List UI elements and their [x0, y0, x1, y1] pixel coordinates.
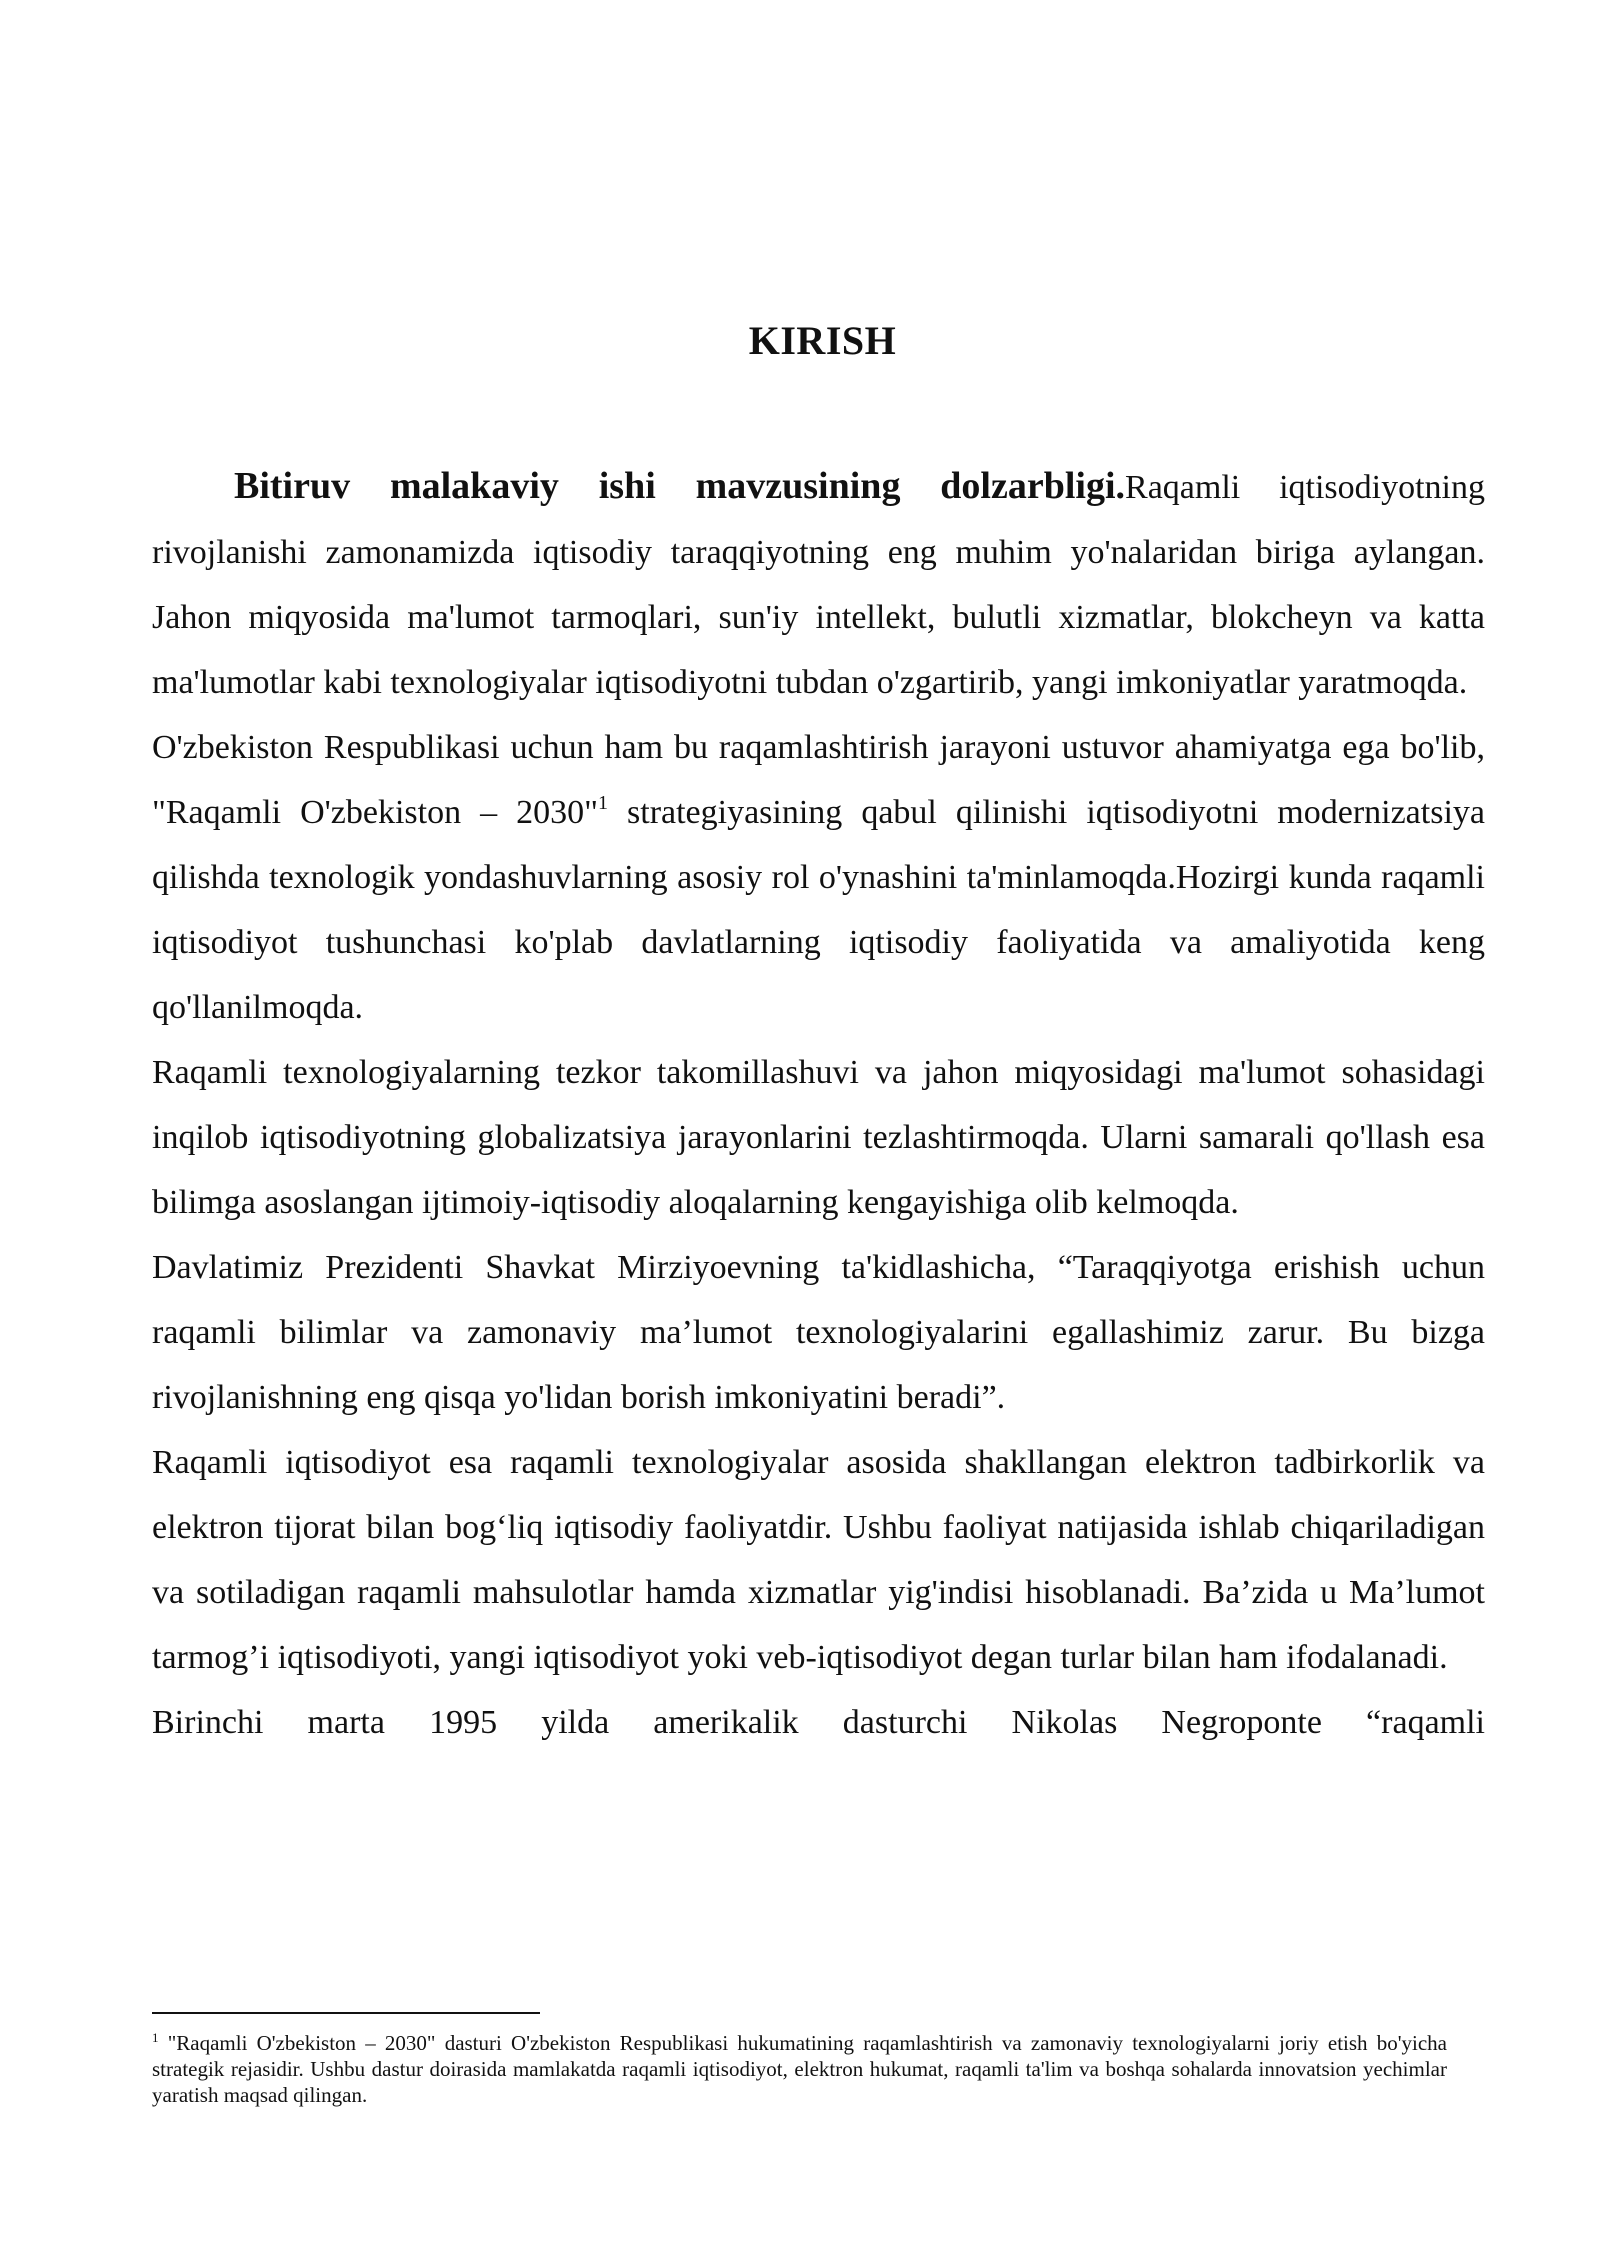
footnote-marker: 1: [152, 2030, 159, 2045]
paragraph-technologies: Raqamli texnologiyalarning tezkor takomillashuvi va jahon miqyosidagi ma'lumot sohasidagi inqilob iqtisodiyotning globalizatsiya jarayonlarini tezlashtirmoqda. Ularni samarali qo'llash esa bilimga asoslangan ijtimoiy-iqtisodiy aloqalarning kengayishiga olib kelmoqda.: [152, 1054, 1485, 1221]
paragraph-president-quote: Davlatimiz Prezidenti Shavkat Mirziyoevning ta'kidlashicha, “Taraqqiyotga erishish uchun raqamli bilimlar va zamonaviy ma’lumot texnologiyalarini egallashimiz zarur. Bu bizga rivojlanishning eng qisqa yo'lidan borish imkoniyatini beradi”.: [152, 1249, 1485, 1416]
paragraph-text: strategiyasining qabul qilinishi iqtisodiyotni modernizatsiya qilishda texnologik yondashuvlarning asosiy rol o'ynashini ta'minlamoqda.Hozirgi kunda raqamli iqtisodiyot tushunchasi ko'plab davlatlarning iqtisodiy faoliyatida va amaliyotida keng qo'llanilmoqda.: [152, 794, 1485, 1026]
body-text: [152, 454, 1485, 1755]
paragraph-strategy: [152, 715, 1485, 1040]
paragraph-text: Raqamli iqtisodiyotning rivojlanishi zamonamizda iqtisodiy taraqqiyotning eng muhim yo'nalaridan biriga aylangan. Jahon miqyosida ma'lumot tarmoqlari, sun'iy intellekt, bulutli xizmatlar, blokcheyn va katta ma'lumotlar kabi texnologiyalar iqtisodiyotni tubdan o'zgartirib, yangi imkoniyatlar yaratmoqda.: [152, 469, 1485, 701]
footnote-text: "Raqamli O'zbekiston – 2030" dasturi O'zbekiston Respublikasi hukumatining raqamlashtirish va zamonaviy texnologiyalarni joriy etish bo'yicha strategik rejasidir. Ushbu dastur doirasida mamlakatda raqamli iqtisodiyot, elektron hukumat, raqamli ta'lim va boshqa sohalarda innovatsion yechimlar yaratish maqsad qilingan.: [152, 2031, 1447, 2107]
footnote: [152, 2030, 1447, 2108]
paragraph-digital-economy-definition: Raqamli iqtisodiyot esa raqamli texnologiyalar asosida shakllangan elektron tadbirkorlik va elektron tijorat bilan bog‘liq iqtisodiy faoliyatdir. Ushbu faoliyat natijasida ishlab chiqariladigan va sotiladigan raqamli mahsulotlar hamda xizmatlar yig'indisi hisoblanadi. Ba’zida u Ma’lumot tarmog’i iqtisodiyoti, yangi iqtisodiyot yoki veb-iqtisodiyot degan turlar bilan ham ifodalanadi.: [152, 1444, 1485, 1676]
footnote-reference[interactable]: 1: [598, 791, 608, 814]
paragraph-text: O'zbekiston Respublikasi uchun ham bu raqamlashtirish jarayoni ustuvor ahamiyatga ega bo'lib, "Raqamli O'zbekiston – 2030": [152, 729, 1485, 831]
paragraph-intro: [152, 454, 1485, 715]
page-title: KIRISH: [748, 318, 897, 363]
footnote-separator: [152, 2012, 540, 2014]
paragraph-negroponte: Birinchi marta 1995 yilda amerikalik dasturchi Nikolas Negroponte “raqamli: [152, 1704, 1485, 1741]
section-lead-heading: Bitiruv malakaviy ishi mavzusining dolzarbligi.: [234, 465, 1126, 507]
